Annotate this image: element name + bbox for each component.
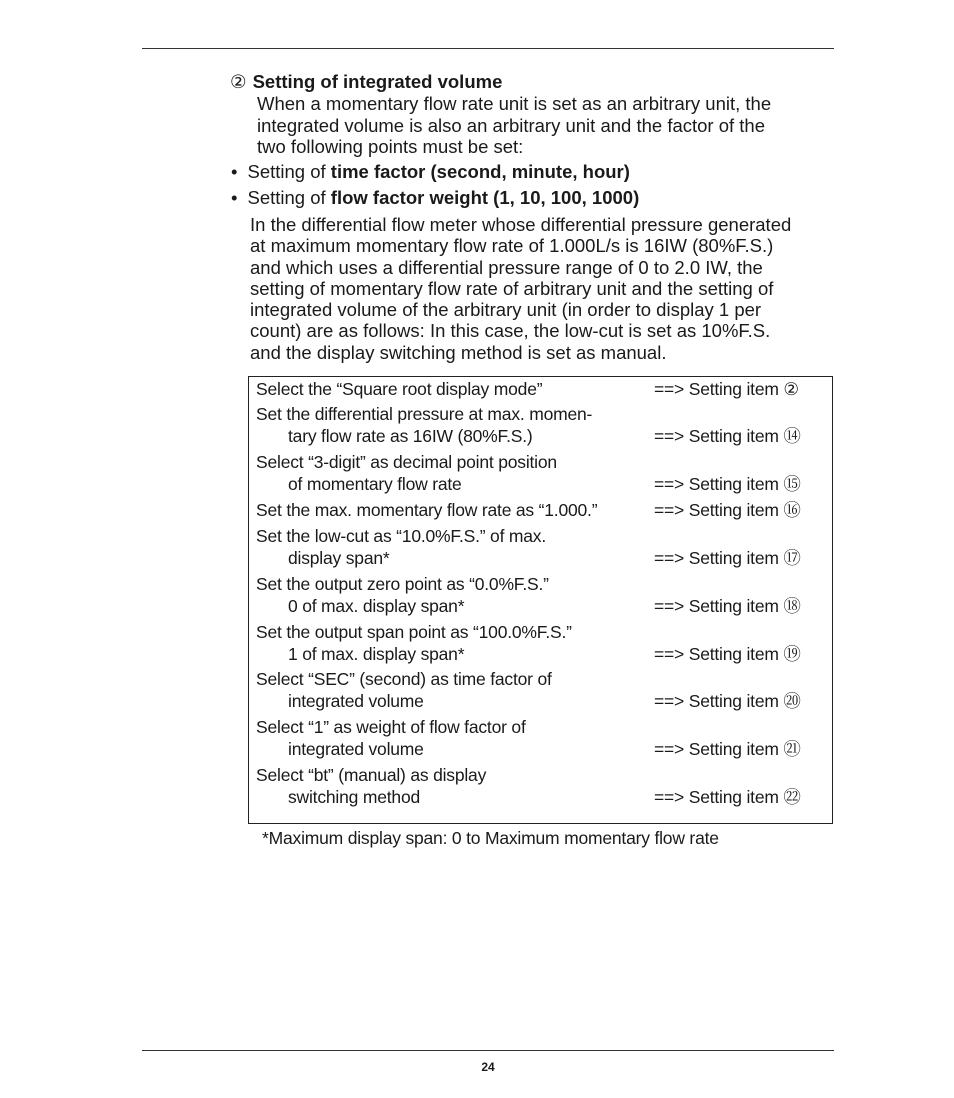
step-line: Select “1” as weight of flow factor of <box>256 717 526 737</box>
step-reference: ==> Setting item ⑲ <box>654 643 801 664</box>
step-reference: ==> Setting item ⑰ <box>654 547 801 568</box>
step-line: Set the output zero point as “0.0%F.S.” <box>256 574 549 594</box>
example-paragraph <box>250 214 840 363</box>
section-heading <box>230 71 502 93</box>
step-description <box>256 717 646 760</box>
step-reference: ==> Setting item ⑯ <box>654 500 801 520</box>
footer-rule <box>142 1050 834 1051</box>
step-description <box>256 526 646 569</box>
bullet-bold-text: time factor (second, minute, hour) <box>330 161 630 182</box>
step-description <box>256 379 646 401</box>
step-description <box>256 574 646 617</box>
step-line-continued: tary flow rate as 16IW (80%F.S.) <box>288 425 533 446</box>
paragraph-line: at maximum momentary flow rate of 1.000L/s is 16IW (80%F.S.) <box>250 235 774 257</box>
step-line-continued: display span* <box>288 547 390 568</box>
intro-line: two following points must be set: <box>257 136 524 157</box>
step-line: Set the differential pressure at max. momen- <box>256 404 593 424</box>
step-description <box>256 404 646 447</box>
step-description <box>256 500 646 522</box>
bullet-time-factor <box>231 161 630 183</box>
paragraph-line: In the differential flow meter whose differential pressure generated <box>250 214 792 235</box>
step-reference: ==> Setting item ⑳ <box>654 690 801 711</box>
bullet-flow-factor <box>231 187 639 209</box>
paragraph-line: and the display switching method is set as manual. <box>250 341 667 363</box>
step-line-continued: integrated volume <box>288 690 424 711</box>
section-intro <box>257 93 827 158</box>
step-description <box>256 622 646 665</box>
step-line-continued: integrated volume <box>288 738 424 759</box>
step-line: Select the “Square root display mode” <box>256 379 543 399</box>
bullet-bold-text: flow factor weight (1, 10, 100, 1000) <box>330 187 640 208</box>
step-line: Select “SEC” (second) as time factor of <box>256 669 552 689</box>
step-line: Set the output span point as “100.0%F.S.” <box>256 622 572 642</box>
page-number: 24 <box>481 1060 495 1074</box>
step-reference: ==> Setting item ⑮ <box>654 473 801 494</box>
bullet-marker: • <box>231 161 238 182</box>
intro-line: When a momentary flow rate unit is set as an arbitrary unit, the <box>257 93 772 114</box>
paragraph-line: setting of momentary flow rate of arbitrary unit and the setting of <box>250 277 774 299</box>
paragraph-line: integrated volume of the arbitrary unit (in order to display 1 per <box>250 299 762 321</box>
paragraph-line: and which uses a differential pressure range of 0 to 2.0 IW, the <box>250 256 763 278</box>
bullet-prefix: Setting of <box>247 187 331 208</box>
paragraph-line: count) are as follows: In this case, the low-cut is set as 10%F.S. <box>250 320 771 342</box>
footnote: *Maximum display span: 0 to Maximum momentary flow rate <box>262 828 719 848</box>
step-description <box>256 765 646 808</box>
step-reference: ==> Setting item ⑭ <box>654 425 801 446</box>
header-rule <box>142 48 834 49</box>
intro-line: integrated volume is also an arbitrary unit and the factor of the <box>257 114 766 136</box>
step-line-continued: switching method <box>288 786 421 807</box>
bullet-prefix: Setting of <box>247 161 331 182</box>
steps-box <box>248 376 833 824</box>
step-line: Set the low-cut as “10.0%F.S.” of max. <box>256 526 547 546</box>
step-description <box>256 452 646 495</box>
step-line-continued: of momentary flow rate <box>288 473 462 494</box>
step-reference: ==> Setting item ㉒ <box>654 786 801 807</box>
step-reference: ==> Setting item ㉑ <box>654 738 801 759</box>
step-description <box>256 669 646 712</box>
section-number: ② <box>230 71 247 92</box>
section-title: Setting of integrated volume <box>252 71 503 92</box>
step-line: Set the max. momentary flow rate as “1.000.” <box>256 500 598 520</box>
step-reference: ==> Setting item ⑱ <box>654 595 801 616</box>
step-line: Select “bt” (manual) as display <box>256 765 487 785</box>
step-line-continued: 0 of max. display span* <box>288 595 465 616</box>
step-line-continued: 1 of max. display span* <box>288 643 465 664</box>
bullet-marker: • <box>231 187 238 208</box>
step-reference: ==> Setting item ② <box>654 379 799 399</box>
step-line: Select “3-digit” as decimal point position <box>256 452 557 472</box>
